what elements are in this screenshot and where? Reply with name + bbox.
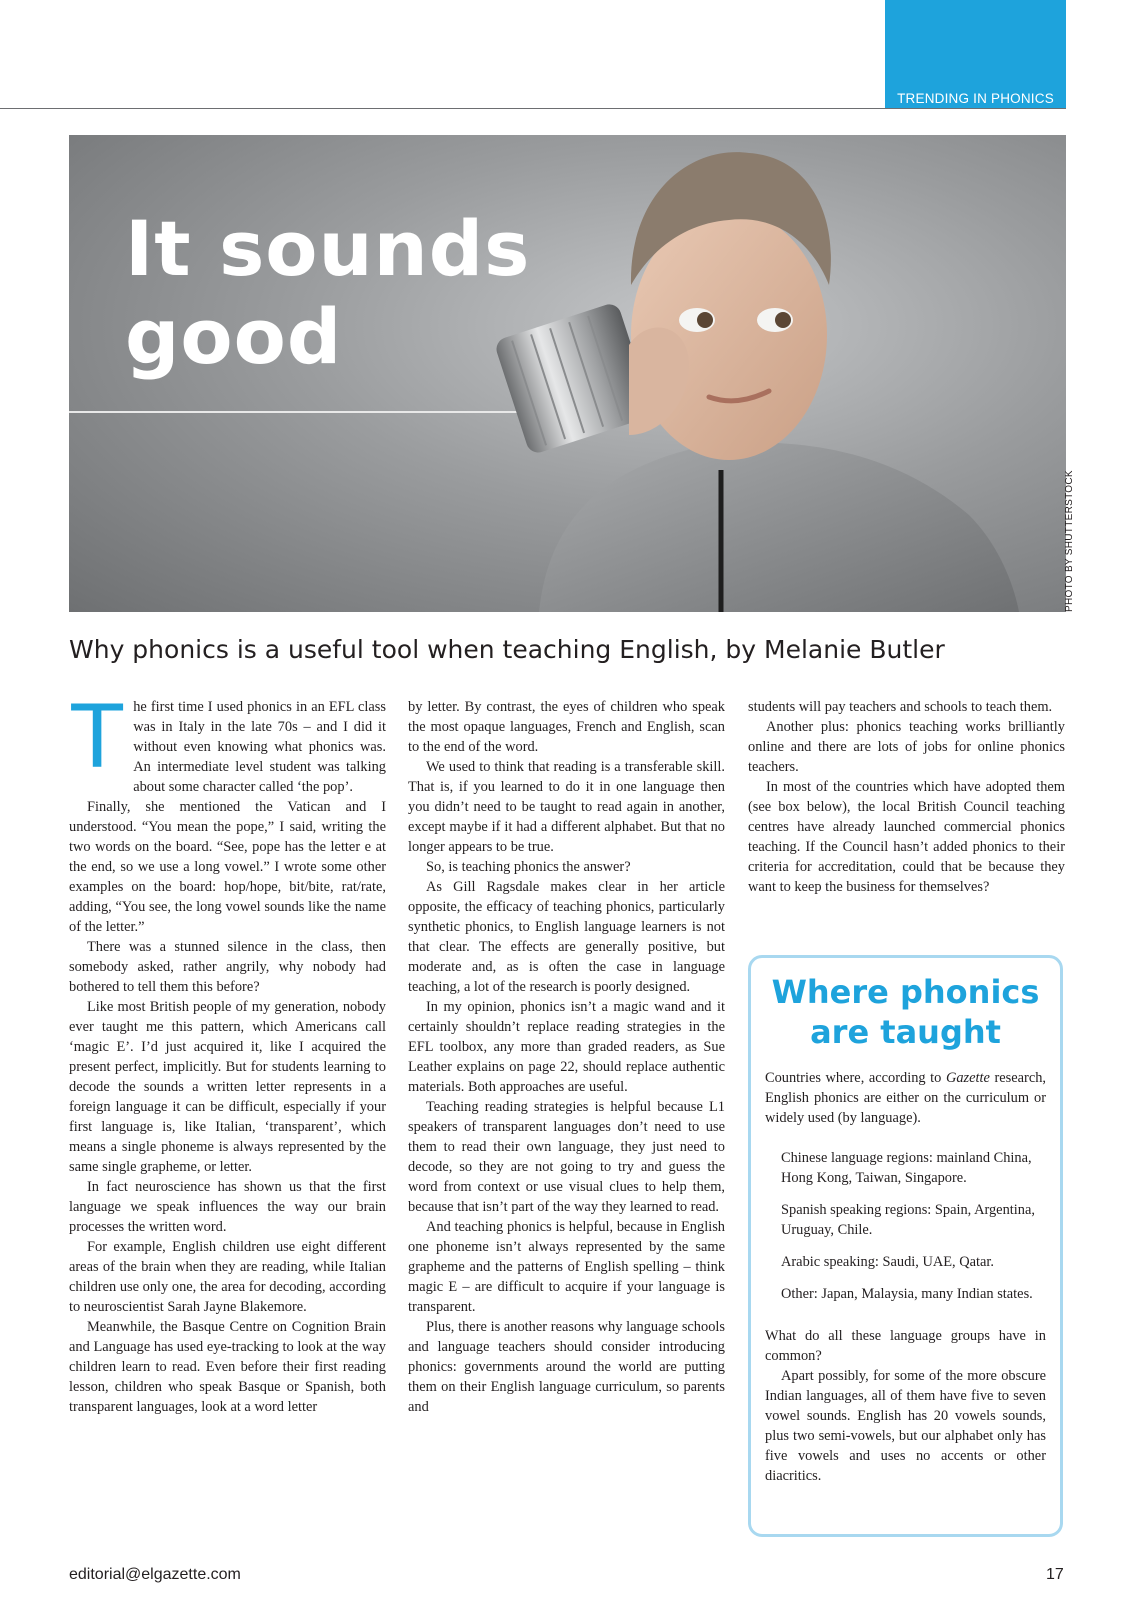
box-title: Where phonics are taught — [771, 973, 1040, 1051]
header-rule — [0, 108, 1066, 109]
article-paragraph: For example, English children use eight different areas of the brain when they are reading, while Italian children use only one, the area for decoding, according to neuroscientist Sarah Jayne Blakemore. — [69, 1239, 386, 1315]
article-paragraph: by letter. By contrast, the eyes of children who speak the most opaque languages, French and English, scan to the end of the word. — [408, 699, 725, 755]
article-paragraph: In most of the countries which have adopted them (see box below), the local British Council teaching centres have already launched commercial phonics teaching. If the Council hasn’t added phonics to their criteria for accreditation, could that be because they want to keep the business for themselves? — [748, 779, 1065, 895]
section-label: TRENDING IN PHONICS — [897, 91, 1054, 106]
list-item: Spanish speaking regions: Spain, Argentina, Uruguay, Chile. — [781, 1202, 1035, 1238]
article-paragraph: In my opinion, phonics isn’t a magic wand and it certainly shouldn’t replace reading strategies in the EFL toolbox, any more than graded readers, as Sue Leather explains on page 22, should replace authentic materials. Both approaches are useful. — [408, 999, 725, 1095]
box-answer: Apart possibly, for some of the more obscure Indian languages, all of them have five to seven vowel sounds. English has 20 vowels sounds, plus two semi-vowels, but our alphabet only has five vowels and uses no accents or other diacritics. — [765, 1368, 1046, 1484]
drop-cap: T — [69, 685, 126, 787]
article-paragraph: Finally, she mentioned the Vatican and I understood. “You mean the pope,” I said, writing the two words on the board. “See, pope has the letter e at the end, so we use a long vowel.” I wrote some other examples on the board: hop/hope, bit/bite, rat/rate, adding, “You see, the long vowel sounds like the name of the letter.” — [69, 799, 386, 935]
article-paragraph: Like most British people of my generation, nobody ever taught me this pattern, which Americans call ‘magic E’. I’d just acquired it, like I acquired the present perfect, implicitly. But for students learning to decode the sounds a written letter represents in a foreign language it can be difficult, especially if your first language is, like Italian, ‘transparent’, which means a single phoneme is always represented by the same single grapheme, or letter. — [69, 999, 386, 1175]
article-paragraph: Another plus: phonics teaching works brilliantly online and there are lots of jobs for online phonics teachers. — [748, 719, 1065, 775]
title-line-2: good — [125, 292, 343, 381]
country-list — [765, 1148, 1046, 1304]
article-paragraph: In fact neuroscience has shown us that the first language we speak influences the way our brain processes the written word. — [69, 1179, 386, 1235]
section-tab — [885, 0, 1066, 108]
list-item: Arabic speaking: Saudi, UAE, Qatar. — [781, 1254, 995, 1270]
article-paragraph: Teaching reading strategies is helpful because L1 speakers of transparent languages don’t need to use them to read their own language, they just need to decode, so they are not going to try and guess the word from context or use visual clues to help them, because that isn’t part of the way they learned to read. — [408, 1099, 725, 1215]
article-paragraph: So, is teaching phonics the answer? — [426, 859, 631, 875]
article-title — [125, 205, 530, 381]
article-paragraph: Plus, there is another reasons why language schools and language teachers should consider introducing phonics: governments around the world are putting them on their English language curriculum, so parents and — [408, 1319, 725, 1415]
box-question: What do all these language groups have in common? — [765, 1328, 1046, 1364]
title-line-1: It sounds — [125, 204, 531, 293]
article-paragraph: As Gill Ragsdale makes clear in her article opposite, the efficacy of teaching phonics, particularly synthetic phonics, to English language learners is not that clear. The effects are generally positive, but moderate and, as is often the case in language teaching, a lot of the research is poorly designed. — [408, 879, 725, 995]
article-column-1 — [69, 685, 386, 1417]
article-column-2 — [408, 697, 725, 1417]
article-paragraph: We used to think that reading is a transferable skill. That is, if you learned to do it in one language then you didn’t need to be taught to read again in another, except maybe if it had a different alphabet. But that no longer appears to be true. — [408, 759, 725, 855]
article-paragraph: The first time I used phonics in an EFL class was in Italy in the late 70s – and I did it without even knowing what phonics was. An intermediate level student was talking about some character called ‘the pop’. — [69, 685, 386, 795]
article-paragraph: There was a stunned silence in the class, then somebody asked, rather angrily, why nobody had bothered to tell them this before? — [69, 939, 386, 995]
footer-email: editorial@elgazette.com — [69, 1566, 241, 1583]
box-intro: Countries where, according to Gazette research, English phonics are either on the curriculum or widely used (by language). — [765, 1070, 1047, 1126]
article-paragraph: Meanwhile, the Basque Centre on Cognition Brain and Language has used eye-tracking to look at the way children learn to read. Even before their first reading lesson, children who speak Basque or Spanish, both transparent languages, look at a word letter — [69, 1319, 386, 1415]
article-paragraph: And teaching phonics is helpful, because in English one phoneme isn’t always represented by the same grapheme and the patterns of English spelling – think magic E – are difficult to acquire if your language is transparent. — [408, 1219, 725, 1315]
standfirst: Why phonics is a useful tool when teaching English, by Melanie Butler — [69, 635, 945, 664]
list-item: Other: Japan, Malaysia, many Indian states. — [781, 1286, 1033, 1302]
hero-photo — [69, 135, 1066, 612]
photo-credit: PHOTO BY SHUTTERSTOCK — [1064, 470, 1075, 612]
page-number: 17 — [1046, 1566, 1064, 1583]
article-paragraph: students will pay teachers and schools to teach them. — [748, 699, 1053, 715]
sidebar-box — [748, 955, 1063, 1537]
article-column-3 — [748, 697, 1065, 897]
list-item: Chinese language regions: mainland China, Hong Kong, Taiwan, Singapore. — [781, 1150, 1032, 1186]
